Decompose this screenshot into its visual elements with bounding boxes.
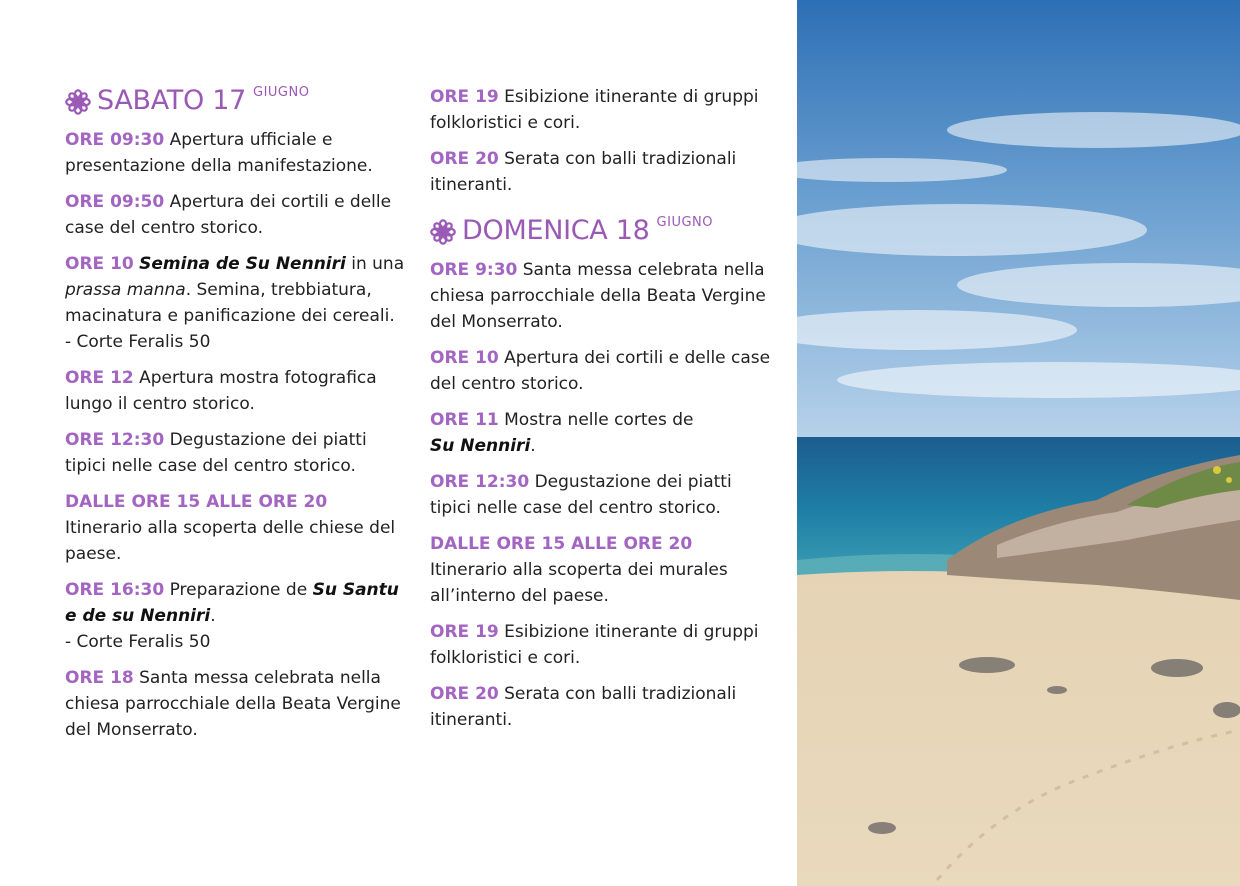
list-item bbox=[65, 665, 405, 743]
list-item bbox=[65, 577, 405, 655]
entry-text: Apertura mostra fotografica lungo il centro storico. bbox=[65, 368, 377, 414]
entry-text: Itinerario alla scoperta delle chiese del paese. bbox=[65, 518, 396, 564]
entry-location: - Corte Feralis 50 bbox=[65, 332, 211, 352]
flower-icon bbox=[430, 219, 456, 245]
entry-time: ORE 12 bbox=[65, 368, 134, 388]
list-item bbox=[65, 365, 405, 417]
sunday-month: GIUGNO bbox=[656, 215, 713, 230]
saturday-day: SABATO 17 bbox=[97, 85, 246, 116]
entry-time: ORE 19 bbox=[430, 622, 499, 642]
entry-time: DALLE ORE 15 ALLE ORE 20 bbox=[65, 492, 328, 512]
entry-text: Degustazione dei piatti tipici nelle case del centro storico. bbox=[65, 430, 367, 476]
entry-text: Santa messa celebrata nella chiesa parrocchiale della Beata Vergine del Monserrato. bbox=[65, 668, 401, 740]
entry-text: Mostra nelle cortes de bbox=[504, 410, 694, 430]
entry-highlight: Su Santu e de su Nenniri bbox=[65, 580, 399, 626]
entry-time: ORE 19 bbox=[430, 87, 499, 107]
entry-time: ORE 09:30 bbox=[65, 130, 165, 150]
beach-photo bbox=[797, 0, 1240, 886]
entry-text: Serata con balli tradizionali itineranti. bbox=[430, 149, 737, 195]
sunday-column bbox=[430, 84, 775, 743]
entry-italic: prassa manna bbox=[65, 280, 186, 300]
list-item bbox=[430, 257, 775, 335]
entry-text: Esibizione itinerante di gruppi folkloristici e cori. bbox=[430, 87, 759, 133]
entry-text: Apertura dei cortili e delle case del centro storico. bbox=[65, 192, 392, 238]
entry-time: ORE 20 bbox=[430, 149, 499, 169]
entry-location: - Corte Feralis 50 bbox=[65, 632, 211, 652]
entry-text: Itinerario alla scoperta dei murales all’interno del paese. bbox=[430, 560, 728, 606]
entry-time: ORE 20 bbox=[430, 684, 499, 704]
list-item bbox=[65, 427, 405, 479]
saturday-heading bbox=[65, 84, 405, 118]
entry-time: ORE 12:30 bbox=[430, 472, 530, 492]
entry-text: Serata con balli tradizionali itineranti. bbox=[430, 684, 737, 730]
list-item bbox=[65, 251, 405, 355]
beach-image bbox=[797, 0, 1240, 886]
entry-text: . bbox=[210, 606, 216, 626]
list-item bbox=[430, 84, 775, 136]
entry-text: Apertura dei cortili e delle case del centro storico. bbox=[430, 348, 771, 394]
list-item bbox=[65, 489, 405, 567]
saturday-column bbox=[65, 84, 405, 753]
entry-text: Santa messa celebrata nella chiesa parrocchiale della Beata Vergine del Monserrato. bbox=[430, 260, 766, 332]
list-item bbox=[430, 146, 775, 198]
entry-text: in una bbox=[351, 254, 405, 274]
entry-highlight: Su Nenniri bbox=[430, 436, 531, 456]
entry-time: ORE 11 bbox=[430, 410, 499, 430]
entry-time: ORE 18 bbox=[65, 668, 134, 688]
entry-time: ORE 10 bbox=[430, 348, 499, 368]
entry-text: . Semina, trebbiatura, macinatura e panificazione dei cereali. bbox=[65, 280, 395, 326]
list-item bbox=[430, 531, 775, 609]
list-item bbox=[430, 619, 775, 671]
list-item bbox=[430, 681, 775, 733]
list-item bbox=[65, 127, 405, 179]
entry-time: ORE 12:30 bbox=[65, 430, 165, 450]
list-item bbox=[430, 407, 775, 459]
entry-text: Apertura ufficiale e presentazione della manifestazione. bbox=[65, 130, 373, 176]
list-item bbox=[430, 345, 775, 397]
entry-time: ORE 16:30 bbox=[65, 580, 165, 600]
list-item bbox=[430, 469, 775, 521]
sunday-day: DOMENICA 18 bbox=[462, 215, 650, 246]
entry-time: ORE 10 bbox=[65, 254, 134, 274]
entry-text: Esibizione itinerante di gruppi folkloristici e cori. bbox=[430, 622, 759, 668]
entry-text: Preparazione de bbox=[169, 580, 308, 600]
sunday-heading bbox=[430, 214, 775, 248]
entry-time: ORE 9:30 bbox=[430, 260, 518, 280]
entry-highlight: Semina de Su Nenniri bbox=[139, 254, 346, 274]
entry-time: DALLE ORE 15 ALLE ORE 20 bbox=[430, 534, 693, 554]
entry-text: Degustazione dei piatti tipici nelle case del centro storico. bbox=[430, 472, 732, 518]
entry-time: ORE 09:50 bbox=[65, 192, 165, 212]
list-item bbox=[65, 189, 405, 241]
saturday-month: GIUGNO bbox=[253, 85, 310, 100]
entry-text: . bbox=[530, 436, 536, 456]
flower-icon bbox=[65, 89, 91, 115]
